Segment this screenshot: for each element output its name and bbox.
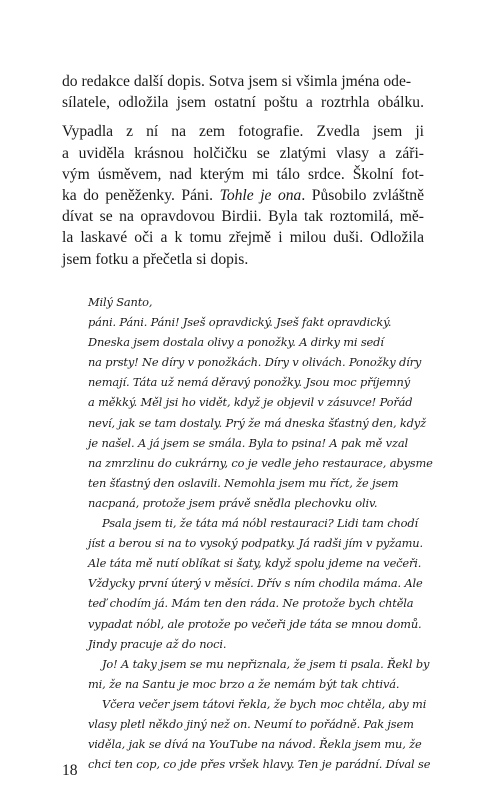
emphasized-text: Tohle je ona bbox=[219, 187, 302, 205]
letter-line: Ale táta mě nutí oblíkat si šaty, když spolu jdeme na večeři. bbox=[88, 556, 422, 571]
letter-line: Jo! A taky jsem se mu nepřiznala, že jsem ti psala. Řekl by bbox=[102, 656, 430, 671]
prose-line: dívat se na opravdovou Birdii. Byla tak roztomilá, mě- bbox=[62, 208, 424, 226]
letter-line: Vždycky první úterý v měsíci. Dřív s ním chodila máma. Ale bbox=[88, 576, 423, 591]
letter-line: na zmrzlinu do cukrárny, co je vedle jeho restaurace, abysme bbox=[88, 455, 433, 470]
letter-line: je našel. A já jsem se smála. Byla to psina! A pak mě vzal bbox=[88, 435, 408, 450]
letter-line: Včera večer jsem tátovi řekla, že bych moc chtěla, aby mi bbox=[102, 696, 427, 711]
letter-line: a měkký. Měl jsi ho vidět, když je objevil v zásuvce! Pořád bbox=[88, 395, 413, 410]
paragraph-gap bbox=[62, 113, 424, 121]
prose-line: vým úsměvem, nad kterým mi tálo srdce. Školní fot- bbox=[62, 165, 424, 183]
prose-line: do redakce další dopis. Sotva jsem si všimla jména ode- bbox=[62, 73, 412, 90]
handwritten-letter bbox=[88, 292, 433, 774]
prose-text: . Působilo zvláštně bbox=[301, 187, 424, 205]
letter-line: páni. Páni. Páni! Jseš opravdický. Jseš fakt opravdický. bbox=[88, 315, 392, 330]
letter-line: nacpaná, protože jsem právě snědla plechovku oliv. bbox=[88, 495, 378, 510]
prose-line-emphasis bbox=[62, 185, 424, 206]
letter-line: neví, jak se tam dostaly. Prý že má dneska šťastný den, když bbox=[88, 415, 426, 430]
prose-line: a uviděla krásnou holčičku se zlatými vlasy a záři- bbox=[62, 144, 424, 162]
prose-line: la laskavé oči a k tomu zřejmě i milou duši. Odložila bbox=[62, 229, 424, 247]
letter-line: Jindy pracuje až do noci. bbox=[88, 636, 227, 651]
letter-line: nemají. Táta už nemá děravý ponožky. Jsou moc příjemný bbox=[88, 375, 411, 390]
letter-line: Psala jsem ti, že táta má nóbl restauraci? Lidi tam chodí bbox=[102, 516, 418, 531]
letter-line: viděla, jak se dívá na YouTube na návod. Řekla jsem mu, že bbox=[88, 737, 422, 752]
prose-line: jsem fotku a přečetla si dopis. bbox=[62, 250, 249, 268]
letter-line: jíst a berou si na to vysoký podpatky. Já radši jím v pyžamu. bbox=[88, 536, 423, 551]
letter-line: vlasy pletl někdo jiný než on. Neumí to pořádně. Pak jsem bbox=[88, 716, 414, 731]
letter-line: ten šťastný den oslavili. Nemohla jsem mu říct, že jsem bbox=[88, 475, 399, 490]
prose-text: ka do peněženky. Páni. bbox=[62, 187, 220, 205]
letter-line: na prsty! Ne díry v ponožkách. Díry v olivách. Ponožky díry bbox=[88, 355, 422, 370]
narrative-text bbox=[62, 71, 424, 270]
letter-line: chci ten cop, co jde přes vršek hlavy. Ten je parádní. Díval se bbox=[88, 757, 431, 772]
letter-line: vypadat nóbl, ale protože po večeři jde táta se mnou domů. bbox=[88, 616, 422, 631]
page-number: 18 bbox=[62, 762, 78, 779]
prose-line: Vypadla z ní na zem fotografie. Zvedla jsem ji bbox=[62, 123, 424, 141]
prose-line: sílatele, odložila jsem ostatní poštu a roztrhla obálku. bbox=[62, 94, 424, 112]
letter-salutation: Milý Santo, bbox=[88, 295, 153, 309]
letter-line: Dneska jsem dostala olivy a ponožky. A dirky mi sedí bbox=[88, 335, 384, 350]
letter-line: mi, že na Santu je moc brzo a že nemám být tak chtivá. bbox=[88, 676, 400, 691]
letter-line: teď chodím já. Mám ten den ráda. Ne protože bych chtěla bbox=[88, 596, 414, 611]
